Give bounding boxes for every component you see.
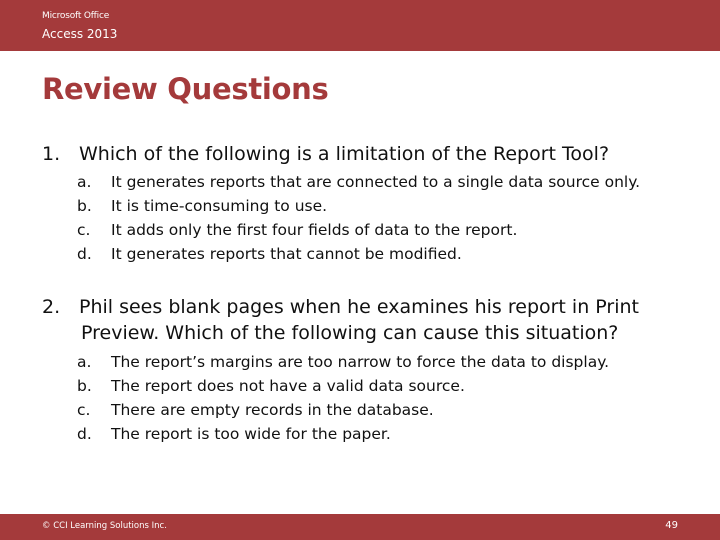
option-letter: b. [77, 197, 92, 215]
header-bar [0, 0, 720, 51]
question-2 [42, 294, 682, 346]
option-1c [77, 218, 697, 242]
option-text: There are empty records in the database. [111, 401, 434, 419]
page-title: Review Questions [42, 72, 329, 106]
option-2d [77, 422, 697, 446]
option-text: It is time-consuming to use. [111, 197, 328, 215]
question-1-number: 1. [42, 143, 61, 165]
option-text: It generates reports that are connected to a single data source only. [111, 173, 641, 191]
option-2a [77, 350, 697, 374]
question-2-options [77, 350, 697, 446]
footer-bar [0, 514, 720, 540]
option-text: It generates reports that cannot be modified. [111, 245, 462, 263]
option-1a [77, 170, 697, 194]
option-letter: c. [77, 401, 91, 419]
option-1d [77, 242, 697, 266]
option-letter: b. [77, 377, 92, 395]
brand-line-1: Microsoft Office [42, 11, 110, 21]
option-letter: c. [77, 221, 91, 239]
option-letter: a. [77, 353, 92, 371]
option-2c [77, 398, 697, 422]
option-text: The report is too wide for the paper. [111, 425, 391, 443]
page-number: 49 [665, 520, 678, 531]
option-letter: a. [77, 173, 92, 191]
option-2b [77, 374, 697, 398]
copyright-text: © CCI Learning Solutions Inc. [42, 521, 167, 531]
option-text: It adds only the first four fields of data to the report. [111, 221, 518, 239]
option-text: The report does not have a valid data source. [111, 377, 465, 395]
question-2-line-2: Preview. Which of the following can cause this situation? [81, 322, 619, 344]
option-text: The report’s margins are too narrow to force the data to display. [111, 353, 610, 371]
option-1b [77, 194, 697, 218]
question-2-line-1: Phil sees blank pages when he examines his report in Print [79, 296, 639, 318]
question-1-text: Which of the following is a limitation of the Report Tool? [79, 143, 610, 165]
question-2-number: 2. [42, 296, 61, 318]
question-1 [42, 141, 682, 167]
option-letter: d. [77, 245, 92, 263]
option-letter: d. [77, 425, 92, 443]
question-1-options [77, 170, 697, 266]
brand-line-2: Access 2013 [42, 27, 118, 41]
